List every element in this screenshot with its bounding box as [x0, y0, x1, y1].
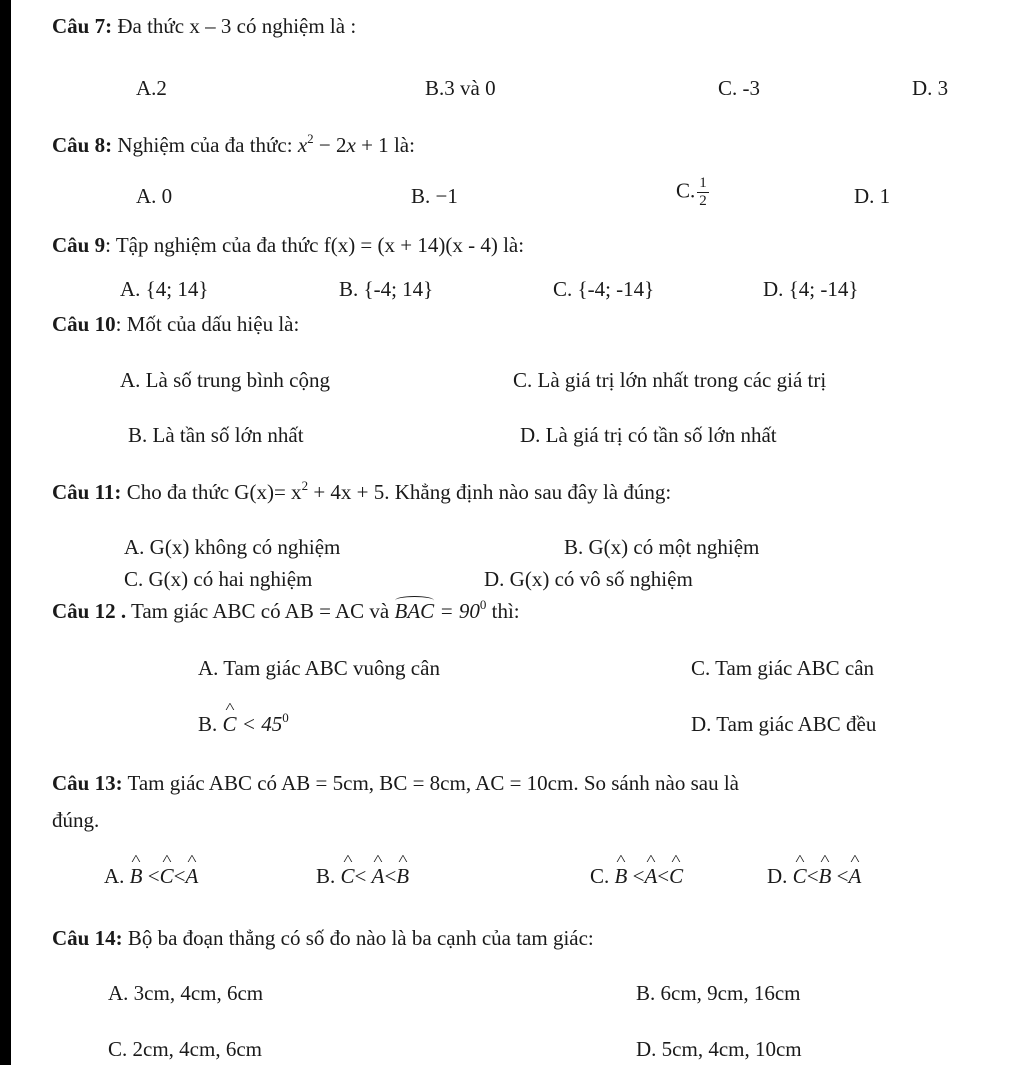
- q13-option-c: C. ^ B <^ A<^ C: [590, 866, 683, 887]
- left-border-bar: [0, 0, 11, 1065]
- q11-stem: Câu 11: Cho đa thức $G(x)= x^2 + 4x + 5$. Khẳng định nào sau đây là đúng:: [52, 478, 672, 504]
- q8-option-d: D. 1: [854, 184, 891, 208]
- q12-option-b: B. ^ $C < 45^0$: [198, 714, 289, 735]
- q14-option-c: C. 2cm, 4cm, 6cm: [108, 1037, 262, 1061]
- q14-option-b: B. 6cm, 9cm, 16cm: [636, 981, 801, 1005]
- q10-stem: Câu 10: Mốt của dấu hiệu là:: [52, 312, 300, 336]
- q9-option-a: A. {4; 14}: [120, 277, 209, 301]
- q9-stem: Câu 9: Tập nghiệm của đa thức f(x) = (x + 14)(x - 4) là:: [52, 233, 525, 257]
- q11-option-a: A. G(x) không có nghiệm: [124, 535, 341, 559]
- q12-option-c: C. Tam giác ABC cân: [691, 656, 875, 680]
- q12-stem: Câu 12 . Tam giác ABC có AB = AC và BAC = $90^0$ thì:: [52, 597, 520, 623]
- q14-stem: Câu 14: Bộ ba đoạn thẳng có số đo nào là ba cạnh của tam giác:: [52, 926, 594, 950]
- q10-option-c: C. Là giá trị lớn nhất trong các giá trị: [513, 368, 827, 392]
- q11-option-c: C. G(x) có hai nghiệm: [124, 567, 313, 591]
- q11-option-b: B. G(x) có một nghiệm: [564, 535, 760, 559]
- q10-option-b: B. Là tần số lớn nhất: [128, 423, 304, 447]
- q11-option-d: D. G(x) có vô số nghiệm: [484, 567, 693, 591]
- q13-stem-line2: đúng.: [52, 808, 100, 832]
- q7-option-b: B.3 và 0: [425, 76, 496, 100]
- q13-option-d: D. ^ C<^ B <^ A: [767, 866, 861, 887]
- q8-fraction: $\frac{1}{2}$: [699, 175, 707, 209]
- q10-option-a: A. Là số trung bình cộng: [120, 368, 330, 392]
- q8-option-b: B. −1: [411, 184, 458, 208]
- q8-option-c: C. $\frac{1}{2}$: [676, 175, 707, 209]
- q7-stem: Câu 7: Đa thức x – 3 có nghiệm là :: [52, 14, 357, 38]
- q12-option-a: A. Tam giác ABC vuông cân: [198, 656, 440, 680]
- angle-c-hat: ^ C: [223, 714, 237, 735]
- q7-option-d: D. 3: [912, 76, 949, 100]
- q14-option-a: A. 3cm, 4cm, 6cm: [108, 981, 264, 1005]
- q13-stem: Câu 13: Tam giác ABC có AB = 5cm, BC = 8cm, AC = 10cm. So sánh nào sau là: [52, 771, 739, 795]
- q7-option-a: A.2: [136, 76, 167, 100]
- q9-option-b: B. {-4; 14}: [339, 277, 434, 301]
- angle-bac-symbol: BAC: [394, 599, 435, 623]
- q13-option-a: A. ^ B <^ C<^ A: [104, 866, 198, 887]
- q9-option-c: C. {-4; -14}: [553, 277, 655, 301]
- q8-stem: Câu 8: Nghiệm của đa thức: $x^2 - 2x + 1$ là:: [52, 131, 415, 157]
- q10-option-d: D. Là giá trị có tần số lớn nhất: [520, 423, 777, 447]
- q8-option-a: A. 0: [136, 184, 173, 208]
- q12-option-d: D. Tam giác ABC đều: [691, 712, 877, 736]
- q13-option-b: B. ^ C< ^ A<^ B: [316, 866, 409, 887]
- q14-option-d: D. 5cm, 4cm, 10cm: [636, 1037, 802, 1061]
- q7-option-c: C. -3: [718, 76, 760, 100]
- q9-option-d: D. {4; -14}: [763, 277, 859, 301]
